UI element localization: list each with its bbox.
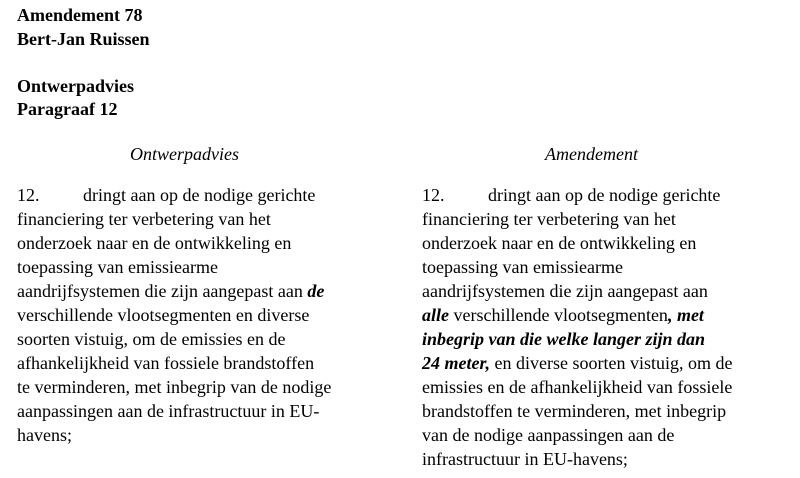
inserted-text: inbegrip van die welke langer zijn dan bbox=[422, 329, 706, 349]
text-line: afhankelijkheid van fossiele brandstoffen bbox=[17, 353, 315, 373]
paragraph-number: 12. bbox=[17, 185, 40, 205]
text-line: alle verschillende vlootsegmenten, met bbox=[422, 305, 704, 325]
text-line: te verminderen, met inbegrip van de nodige bbox=[17, 377, 332, 397]
text-line: aandrijfsystemen die zijn aangepast aan de bbox=[17, 281, 325, 301]
deleted-text: de bbox=[307, 281, 325, 301]
paragraph-reference: Paragraaf 12 bbox=[17, 99, 118, 119]
text-line: emissies en de afhankelijkheid van fossiele bbox=[422, 377, 733, 397]
text-line: 24 meter, en diverse soorten vistuig, om de bbox=[422, 353, 733, 373]
text-line: 12. dringt aan op de nodige gerichte bbox=[422, 185, 721, 205]
text-line: infrastructuur in EU-havens; bbox=[422, 449, 628, 469]
text-line: aandrijfsystemen die zijn aangepast aan bbox=[422, 281, 708, 301]
amendment-number: Amendement 78 bbox=[17, 5, 143, 25]
amended-text-column bbox=[422, 183, 787, 471]
text-line: financiering ter verbetering van het bbox=[17, 209, 271, 229]
text-line: toepassing van emissiearme bbox=[422, 257, 623, 277]
document-type: Ontwerpadvies bbox=[17, 75, 134, 96]
text-line bbox=[422, 327, 787, 351]
amendment-header bbox=[17, 4, 150, 122]
inserted-text: 24 meter, bbox=[422, 353, 490, 373]
text-line: soorten vistuig, om de emissies en de bbox=[17, 329, 286, 349]
text-line: onderzoek naar en de ontwikkeling en bbox=[422, 233, 697, 253]
amendment-author: Bert-Jan Ruissen bbox=[17, 28, 150, 49]
header-spacer bbox=[17, 51, 150, 75]
original-text-column bbox=[17, 183, 377, 447]
text-line: havens; bbox=[17, 425, 72, 445]
text-line: brandstoffen te verminderen, met inbegrip bbox=[422, 401, 727, 421]
amendment-column-title: Amendement bbox=[545, 144, 638, 164]
text-line: financiering ter verbetering van het bbox=[422, 209, 676, 229]
text-line: toepassing van emissiearme bbox=[17, 257, 218, 277]
text-line: verschillende vlootsegmenten en diverse bbox=[17, 305, 310, 325]
paragraph-number: 12. bbox=[422, 185, 445, 205]
original-column-title: Ontwerpadvies bbox=[130, 144, 239, 164]
inserted-text: alle bbox=[422, 305, 449, 325]
text-line: onderzoek naar en de ontwikkeling en bbox=[17, 233, 292, 253]
text-line: 12. dringt aan op de nodige gerichte bbox=[17, 185, 316, 205]
text-line: van de nodige aanpassingen aan de bbox=[422, 425, 675, 445]
text-line: aanpassingen aan de infrastructuur in EU- bbox=[17, 401, 320, 421]
inserted-text: , met bbox=[667, 305, 704, 325]
